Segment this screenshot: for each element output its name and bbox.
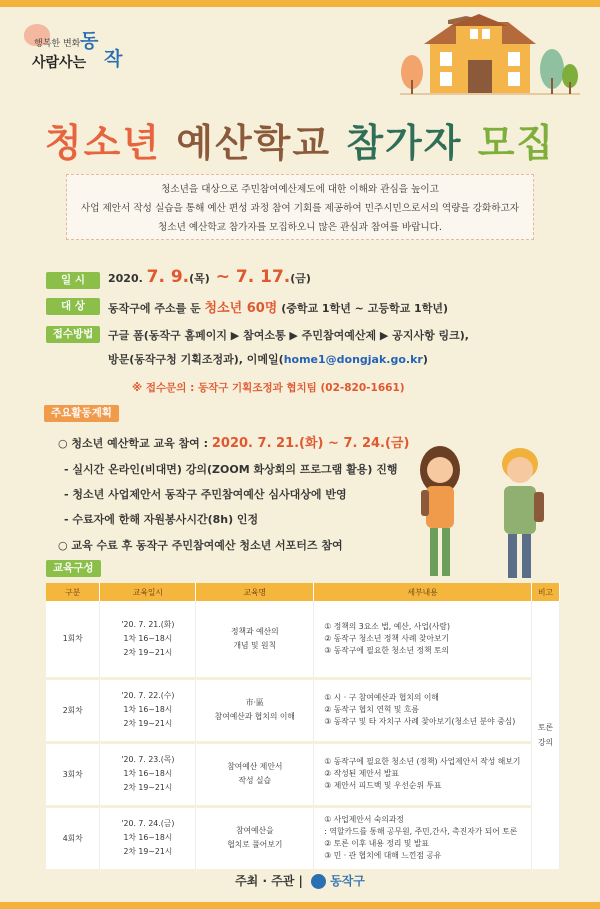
header-note: 비고 [532, 583, 560, 601]
header-round: 구분 [46, 583, 100, 601]
date-end: 7. 17. [235, 267, 291, 287]
activity-item-1-prefix: ○ 청소년 예산학교 교육 참여 : [58, 437, 212, 450]
date-start: 7. 9. [146, 267, 190, 287]
date-text: '20. 7. 23.(목) [121, 755, 175, 764]
time-1: 1차 16~18시 [123, 769, 173, 778]
date-cell [100, 742, 196, 806]
activities-label: 주요활동계획 [44, 405, 119, 422]
detail-line: : 역할카드를 통해 공무원, 주민,간사, 촉진자가 되어 토론 [324, 827, 518, 836]
detail-cell [314, 806, 532, 870]
time-1: 1차 16~18시 [123, 633, 173, 643]
date-value [108, 267, 311, 287]
detail-line: ② 작성된 제안서 발표 [324, 769, 399, 778]
apply-email-link[interactable]: home1@dongjak.go.kr [283, 353, 423, 366]
round-cell: 2회차 [46, 678, 100, 742]
bottom-border [0, 902, 600, 909]
intro-line: 사업 제안서 작성 실습을 통해 예산 편성 과정 참여 기회를 제공하여 민주시민으로서의 역량을 강화하고자 [80, 203, 520, 214]
note-cell [532, 601, 560, 870]
footer [0, 872, 600, 889]
date-text: '20. 7. 22.(수) [121, 691, 175, 700]
name-cell [196, 601, 314, 678]
target-prefix: 동작구에 주소를 둔 [108, 302, 205, 315]
detail-line: ② 동작구 청소년 정책 사례 찾아보기 [324, 633, 450, 643]
time-1: 1차 16~18시 [123, 705, 173, 714]
time-2: 2차 19~21시 [123, 647, 173, 657]
detail-line: ① 시 · 구 참여예산과 협치의 이해 [324, 693, 439, 702]
activity-item-1-date: 2020. 7. 21.(화) ~ 7. 24.(금) [211, 436, 410, 451]
logo-name-dong: 동 [80, 30, 99, 52]
detail-line: ② 토론 이후 내용 정리 및 발표 [324, 839, 429, 848]
date-cell [100, 678, 196, 742]
dongjak-logo [22, 22, 132, 72]
inquiry-note: ※ 접수문의 : 동작구 기획조정과 협치팀 (02-820-1661) [132, 382, 405, 394]
date-sep: ~ [209, 267, 236, 287]
name-line: 개념 및 원칙 [233, 640, 277, 650]
target-suffix: (중학교 1학년 ~ 고등학교 1학년) [277, 302, 448, 315]
name-line: 참여예산을 [235, 826, 274, 835]
table-row [46, 601, 560, 678]
header-name: 교육명 [196, 583, 314, 601]
note-line: 토론 [537, 722, 554, 732]
title-part1: 청소년 [44, 121, 162, 165]
dongjak-symbol-icon [311, 874, 326, 889]
detail-line: ③ 제안서 피드백 및 우선순위 투표 [324, 781, 442, 790]
schedule-label: 교육구성 [46, 560, 101, 577]
footer-label: 주최 · 주관 | [235, 874, 303, 888]
title-part3: 참가자 [346, 121, 463, 165]
detail-cell [314, 742, 532, 806]
name-cell [196, 678, 314, 742]
detail-line: ③ 민 · 관 협치에 대해 느낀점 공유 [324, 851, 442, 860]
activity-sub-3: - 수료자에 한해 자원봉사시간(8h) 인정 [64, 513, 259, 526]
date-start-day: (목) [189, 272, 210, 285]
name-line: 작성 실습 [238, 776, 272, 785]
name-line: 市·區 [245, 698, 264, 707]
name-line: 협치로 풀어보기 [227, 840, 283, 849]
apply-line1: 구글 폼(동작구 홈페이지 ▶ 참여소통 ▶ 주민참여예산제 ▶ 공지사항 링크), [108, 329, 469, 342]
date-end-day: (금) [290, 272, 311, 285]
apply-line2-suffix: ) [422, 353, 428, 366]
time-2: 2차 19~21시 [123, 783, 173, 792]
apply-line2-prefix: 방문(동작구청 기획조정과), 이메일( [108, 353, 284, 366]
header-date: 교육일시 [100, 583, 196, 601]
round-cell: 4회차 [46, 806, 100, 870]
activity-item-2: ○ 교육 수료 후 동작구 주민참여예산 청소년 서포터즈 참여 [58, 539, 343, 552]
detail-line: ③ 동작구 및 타 자치구 사례 찾아보기(청소년 분야 중심) [324, 717, 516, 726]
detail-line: ③ 동작구에 필요한 청소년 정책 토의 [324, 645, 450, 655]
table-row [46, 742, 560, 806]
table-row [46, 678, 560, 742]
time-1: 1차 16~18시 [123, 833, 173, 842]
intro-line: 청소년을 대상으로 주민참여예산제도에 대한 이해와 관심을 높이고 [161, 184, 439, 195]
intro-line: 청소년 예산학교 참가자를 모집하오니 많은 관심과 참여를 바랍니다. [158, 222, 442, 233]
name-line: 정책과 예산의 [230, 626, 279, 636]
date-label: 일 시 [46, 272, 100, 289]
detail-cell [314, 678, 532, 742]
name-line: 참여예산과 협치의 이해 [214, 712, 295, 721]
target-value [108, 297, 448, 316]
round-cell: 1회차 [46, 601, 100, 678]
detail-cell [314, 601, 532, 678]
title-part4: 모집 [477, 121, 556, 165]
header-detail: 세부내용 [314, 583, 532, 601]
apply-label: 접수방법 [46, 326, 100, 343]
logo-name-jak: 작 [104, 48, 123, 70]
logo-slogan: 행복한 변화 [34, 39, 81, 49]
schedule-table [46, 583, 560, 872]
footer-brand: 동작구 [330, 874, 365, 888]
activity-item-1 [58, 432, 409, 451]
students-illustration [416, 444, 566, 584]
note-line: 강의 [537, 737, 554, 747]
time-2: 2차 19~21시 [123, 847, 173, 856]
detail-line: ② 동작구 협치 연혁 및 흐름 [324, 705, 419, 714]
target-highlight: 청소년 60명 [204, 301, 278, 316]
date-prefix: 2020. [108, 272, 147, 285]
logo-name-people: 사람사는 [32, 55, 87, 71]
date-cell [100, 806, 196, 870]
activity-sub-1: - 실시간 온라인(비대면) 강의(ZOOM 화상회의 프로그램 활용) 진행 [64, 463, 398, 476]
date-text: '20. 7. 24.(금) [121, 819, 175, 828]
detail-line: ① 사업제안서 숙의과정 [324, 815, 404, 824]
detail-line: ① 동작구에 필요한 청소년 (정책) 사업제안서 작성 해보기 [324, 757, 521, 766]
activity-sub-2: - 청소년 사업제안서 동작구 주민참여예산 심사대상에 반영 [64, 488, 347, 501]
detail-line: ① 정책의 3요소 법, 예산, 사업(사람) [324, 621, 450, 631]
date-cell [100, 601, 196, 678]
table-row [46, 806, 560, 870]
house-illustration [400, 14, 580, 96]
name-cell [196, 742, 314, 806]
name-cell [196, 806, 314, 870]
intro-box [66, 174, 534, 240]
round-cell: 3회차 [46, 742, 100, 806]
title-part2: 예산학교 [176, 121, 332, 165]
top-border [0, 0, 600, 7]
time-2: 2차 19~21시 [123, 719, 173, 728]
page-title [0, 112, 600, 167]
date-text: '20. 7. 21.(화) [121, 619, 175, 629]
target-label: 대 상 [46, 298, 100, 315]
apply-line2 [108, 351, 428, 367]
name-line: 참여예산 제안서 [227, 762, 283, 771]
